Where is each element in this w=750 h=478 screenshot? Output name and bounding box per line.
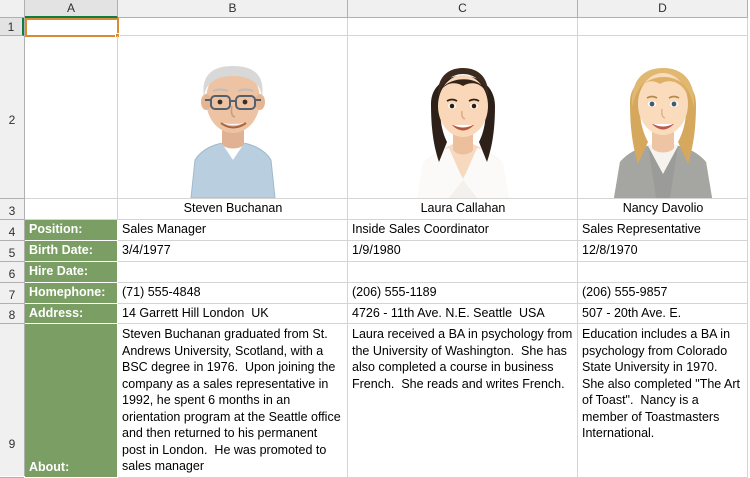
cell-b6-hire-date[interactable] [118,262,348,283]
cell-c4-position[interactable]: Inside Sales Coordinator [348,220,578,241]
row-header-column [0,18,25,476]
select-all-corner[interactable] [0,0,25,18]
sheet-body [0,18,750,476]
cell-a7-label-homephone[interactable]: Homephone: [25,283,118,304]
cell-a8-label-address[interactable]: Address: [25,304,118,324]
cell-a5-label-birth-date[interactable]: Birth Date: [25,241,118,262]
cell-b4-position[interactable]: Sales Manager [118,220,348,241]
cells-area[interactable] [25,18,750,476]
row-header-4[interactable] [0,220,24,241]
row-header-8-label: 8 [8,308,16,322]
photo-laura-callahan [407,38,519,198]
cell-a3[interactable] [25,199,118,220]
column-header-row [0,0,750,18]
cell-b2-photo-steven-buchanan[interactable] [118,36,348,199]
cell-c1[interactable] [348,18,578,36]
cell-c7-homephone[interactable]: (206) 555-1189 [348,283,578,304]
cell-d4-position[interactable]: Sales Representative [578,220,748,241]
cell-b7-homephone[interactable]: (71) 555-4848 [118,283,348,304]
cell-b3-name[interactable]: Steven Buchanan [118,199,348,220]
cell-d9-about[interactable]: Education includes a BA in psychology from Colorado State University in 1970. She also completed "The Art of Toast". Nancy is a member of Toastmasters International. [578,324,748,478]
cell-d5-birth-date[interactable]: 12/8/1970 [578,241,748,262]
row-header-2-label: 2 [8,113,16,127]
row-header-6-label: 6 [8,267,16,281]
cell-a1[interactable] [25,18,118,36]
row-header-9-label: 9 [8,437,16,451]
row-header-9[interactable] [0,324,24,478]
row-header-7-label: 7 [8,288,16,302]
row-header-7[interactable] [0,283,24,304]
column-header-b[interactable]: B [118,0,348,18]
row-header-5[interactable] [0,241,24,262]
cell-d1[interactable] [578,18,748,36]
cell-d8-address[interactable]: 507 - 20th Ave. E. [578,304,748,324]
cell-d6-hire-date[interactable] [578,262,748,283]
photo-nancy-davolio [604,38,722,198]
cell-c8-address[interactable]: 4726 - 11th Ave. N.E. Seattle USA [348,304,578,324]
row-header-1-label: 1 [7,20,15,34]
row-header-5-label: 5 [8,246,16,260]
cell-a9-label-about[interactable]: About: [25,324,118,478]
cell-d7-homephone[interactable]: (206) 555-9857 [578,283,748,304]
cell-b9-about[interactable]: Steven Buchanan graduated from St. Andrews University, Scotland, with a BSC degree in 1976. Upon joining the company as a sales representative in 1992, he spent 6 months in an orientation program at the Seattle office and then returned to his permanent post in London. He was promoted to sales manager [118,324,348,478]
cell-c6-hire-date[interactable] [348,262,578,283]
row-header-3-label: 3 [8,204,16,218]
cell-b1[interactable] [118,18,348,36]
cell-a2[interactable] [25,36,118,199]
row-header-8[interactable] [0,304,24,324]
row-header-6[interactable] [0,262,24,283]
cell-b8-address[interactable]: 14 Garrett Hill London UK [118,304,348,324]
cell-a4-label-position[interactable]: Position: [25,220,118,241]
cell-c2-photo-laura-callahan[interactable] [348,36,578,199]
cell-d3-name[interactable]: Nancy Davolio [578,199,748,220]
row-header-2[interactable] [0,36,24,199]
cell-a6-label-hire-date[interactable]: Hire Date: [25,262,118,283]
photo-steven-buchanan [175,38,291,198]
row-header-3[interactable] [0,199,24,220]
column-header-a[interactable]: A [25,0,118,18]
cell-c3-name[interactable]: Laura Callahan [348,199,578,220]
cell-c5-birth-date[interactable]: 1/9/1980 [348,241,578,262]
column-header-c[interactable]: C [348,0,578,18]
cell-d2-photo-nancy-davolio[interactable] [578,36,748,199]
cell-b5-birth-date[interactable]: 3/4/1977 [118,241,348,262]
column-header-d[interactable]: D [578,0,748,18]
cell-c9-about[interactable]: Laura received a BA in psychology from the University of Washington. She has also completed a course in business French. She reads and writes French. [348,324,578,478]
row-header-1[interactable] [0,18,24,36]
row-header-4-label: 4 [8,225,16,239]
